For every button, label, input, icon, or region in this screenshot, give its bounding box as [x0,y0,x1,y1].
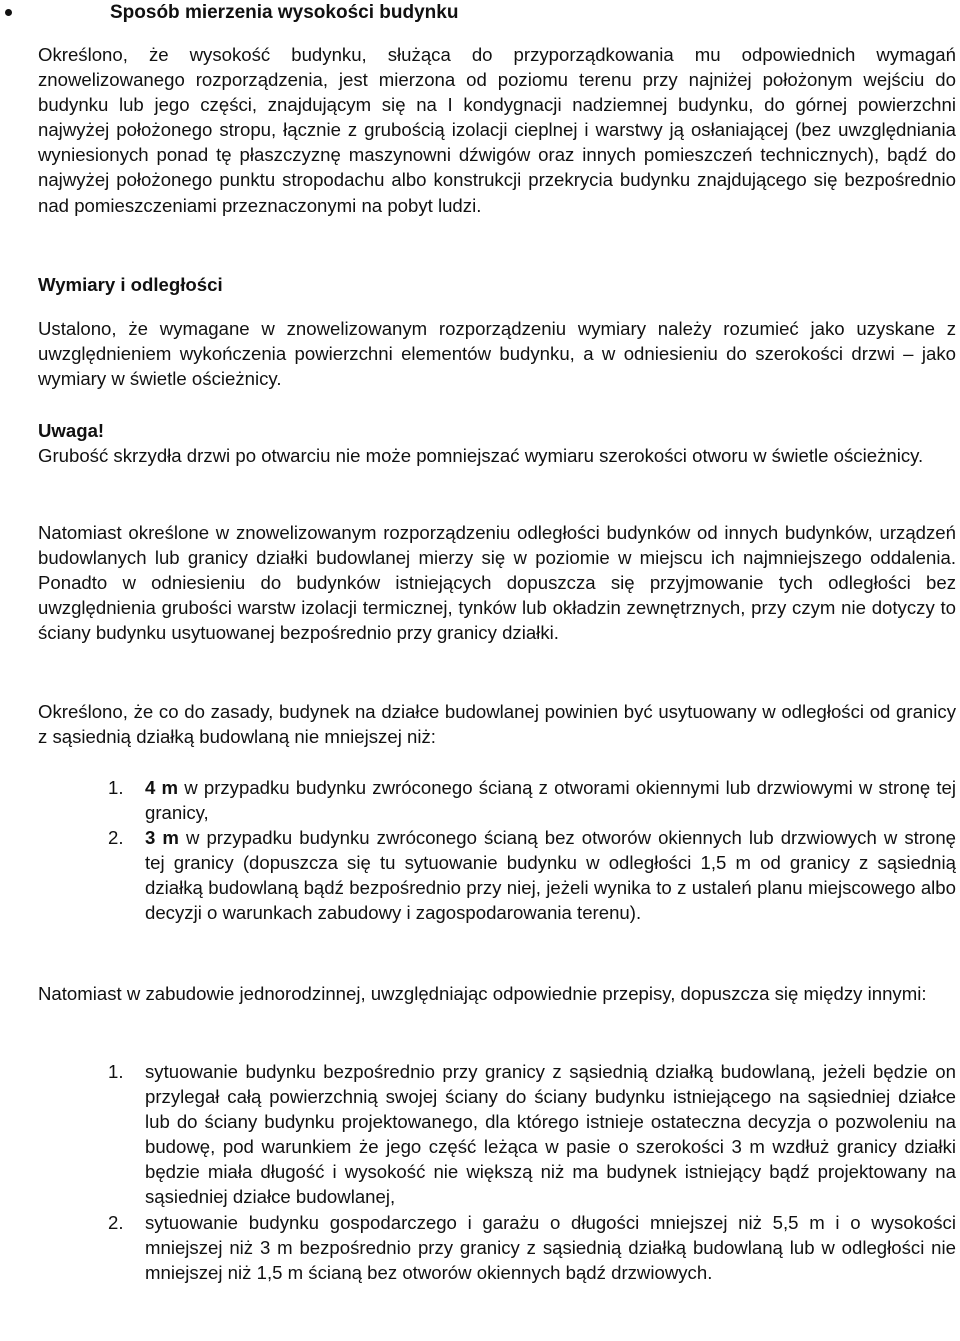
rule-list [38,775,956,926]
list-item [38,1059,956,1210]
list-item-text: w przypadku budynku zwróconego ścianą z otworami okiennymi lub drzwiowymi w stronę tej granicy, [145,777,956,824]
list-item-number: 2. [108,827,124,849]
rule-paragraph: Określono, że co do zasady, budynek na działce budowlanej powinien być usytuowany w odległości od granicy z sąsiednią działką budowlaną nie mniejszej niż: [38,701,956,748]
single-family-list [38,1059,956,1285]
distance-value: 3 m [145,827,179,849]
intro-paragraph: Określono, że wysokość budynku, służąca do przyporządkowania mu odpowiednich wymagań znowelizowanego rozporządzenia, jest mierzona od poziomu terenu przy najniżej położonym wejściu do budynku lub jego części, znajdującym się na I kondygnacji nadziemnej budynku, do górnej powierzchni najwyżej położonego stropu, łącznie z grubością izolacji cieplnej i warstwy ją osłaniającej (bez uwzględniania wyniesionych ponad tę płaszczyznę maszynowni dźwigów oraz innych pomieszczeń technicznych), bądź do najwyżej położonego punktu stropodachu albo konstrukcji przekrycia budynku znajdującego się bezpośrednio nad pomieszczeniami przeznaczonymi na pobyt ludzi. [38,44,956,216]
note-heading: Uwaga! [38,420,105,441]
list-item-text: w przypadku budynku zwróconego ścianą bez otworów okiennych lub drzwiowych w stronę tej granicy (dopuszcza się tu sytuowanie budynku w odległości 1,5 m od granicy z sąsiednią działką budowlaną bądź bezpośrednio przy niej, jeżeli wynika to z ustaleń planu miejscowego albo decyzji o warunkach zabudowy i zagospodarowania terenu). [145,827,957,924]
list-item-text: sytuowanie budynku bezpośrednio przy granicy z sąsiednią działką budowlaną, jeżeli będzie on przylegał całą powierzchnią swojej ściany do ściany budynku istniejącego na sąsiedniej działce lub do ściany budynku projektowanego, dla którego istnieje ostateczna decyzja o pozwoleniu na budowę, pod warunkiem że jego część leżąca w pasie o szerokości 3 m wzdłuż granicy działki będzie miała długość i wysokość nie większą niż ma budynek istniejący bądź projektowany na sąsiedniej działce budowlanej, [145,1061,956,1208]
list-item-number: 1. [108,1061,124,1082]
note-text: Grubość skrzydła drzwi po otwarciu nie może pomniejszać wymiaru szerokości otworu w świetle ościeżnicy. [38,445,924,466]
dimensions-paragraph: Ustalono, że wymagane w znowelizowanym rozporządzeniu wymiary należy rozumieć jako uzyskane z uwzględnieniem wykończenia powierzchni elementów budynku, a w odniesieniu do szerokości drzwi – jako wymiary w świetle ościeżnicy. [38,318,956,390]
section-title: Sposób mierzenia wysokości budynku [110,2,459,23]
distances-paragraph: Natomiast określone w znowelizowanym rozporządzeniu odległości budynków od innych budynków, urządzeń budowlanych lub granicy działki budowlanej mierzy się w poziomie w miejscu ich najmniejszego oddalenia. Ponadto w odniesieniu do budynków istniejących dopuszcza się przyjmowanie tych odległości bez uwzględnienia grubości warstw izolacji termicznej, tynków lub okładzin zewnętrznych, przy czym nie dotyczy to ściany budynku usytuowanej bezpośrednio przy granicy działki. [38,522,956,644]
distance-value: 4 m [145,777,179,798]
list-item [38,775,956,825]
list-item-number: 1. [108,777,124,798]
list-item [38,825,956,925]
bullet-icon [5,9,12,16]
dimensions-heading: Wymiary i odległości [38,274,223,295]
single-family-paragraph: Natomiast w zabudowie jednorodzinnej, uwzględniając odpowiednie przepisy, dopuszcza się między innymi: [38,983,927,1004]
list-item-number: 2. [108,1211,124,1233]
list-item-text: sytuowanie budynku gospodarczego i garażu o długości mniejszej niż 5,5 m i o wysokości mniejszej niż 3 m bezpośrednio przy granicy z sąsiednią działką budowlaną lub w odległości nie mniejszej niż 1,5 m ścianą bez otworów okiennych bądź drzwiowych. [145,1211,956,1283]
list-item [38,1210,956,1285]
